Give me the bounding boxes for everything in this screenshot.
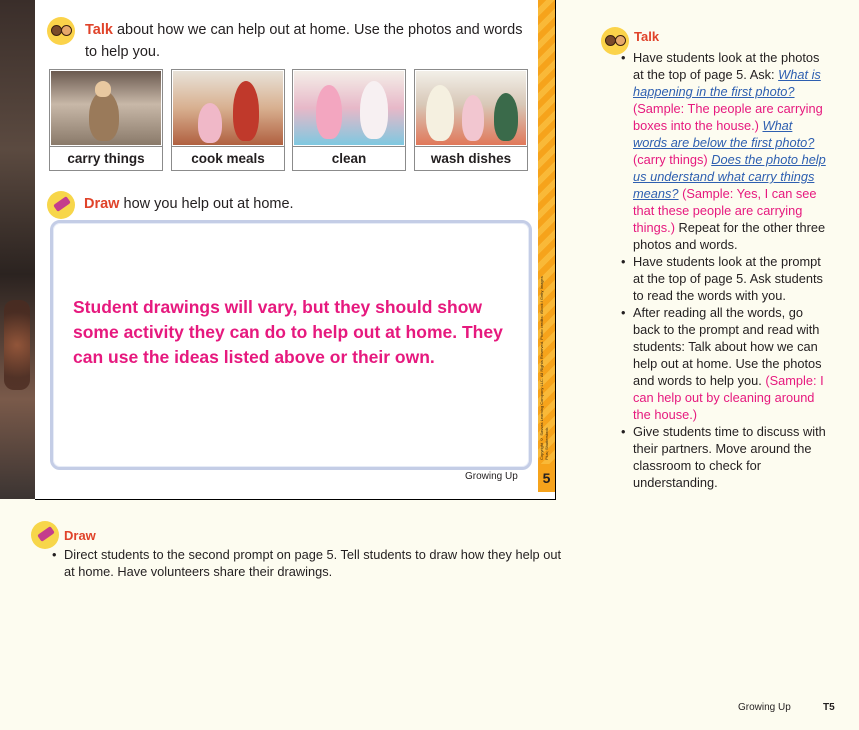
draw-prompt [84,193,294,215]
photo-caption: wash dishes [415,146,527,171]
draw-icon [47,191,75,219]
photo-clean [292,69,406,171]
sample-answer: (Sample: I can help out by cleaning around the house.) [633,373,824,422]
talk-icon [47,17,75,45]
question-text: What is happening in the first photo? [633,67,821,99]
sample-answer: (Sample: The people are carrying boxes into the house.) [633,101,823,133]
photo-caption: clean [293,146,405,171]
list-item [621,49,829,253]
wash-dishes-image [416,71,526,145]
student-page [35,0,556,500]
list-item [52,546,572,580]
talk-prompt-text: about how we can help out at home. Use the photos and words to help you. [85,22,523,60]
instruction-text: After reading all the words, go back to the prompt and read with students: Talk about how we can help out at home. Use the photos and words to help you. [633,305,822,388]
instruction-text: Repeat for the other three photos and words. [633,220,826,252]
page-footer-label: Growing Up [465,471,518,482]
teacher-draw-list [52,546,572,580]
teacher-draw-heading: Draw [64,528,96,543]
list-item [621,423,829,491]
footer-label: Growing Up [738,702,791,713]
drawing-answer: Student drawings will vary, but they should show some activity they can do to help out at home. They can use the ideas listed above or their own. [73,297,503,367]
photo-caption: cook meals [172,146,284,171]
photo-caption: carry things [50,146,162,171]
teacher-talk-heading: Talk [634,29,660,44]
photo-edge [0,0,35,499]
instruction-text: Have students look at the photos at the top of page 5. Ask: [633,50,820,82]
draw-prompt-text: how you help out at home. [123,196,294,212]
photo-cook-meals [171,69,285,171]
draw-icon [31,521,59,549]
photo-credits: Copyright © Savvas Learning Company LLC. All Rights Reserved. Photo credits: iStock / Getty Images Plus; Shutterstock. [539,276,549,460]
photo-wash-dishes [414,69,528,171]
clean-image [294,71,404,145]
list-item [621,253,829,304]
question-text: Does the photo help us understand what carry things means? [633,152,826,201]
cook-meals-image [173,71,283,145]
sample-answer: (carry things) [633,152,712,167]
carry-things-image [51,71,161,145]
list-item [621,304,829,423]
instruction-text: Have students look at the prompt at the top of page 5. Ask students to read the words with you. [633,254,823,303]
sample-answer: (Sample: Yes, I can see that these people are carrying things.) [633,186,817,235]
instruction-text: Direct students to the second prompt on page 5. Tell students to draw how they help out at home. Have volunteers share their drawings. [64,547,562,579]
talk-keyword: Talk [85,22,113,38]
page-number: 5 [538,464,555,492]
draw-keyword: Draw [84,196,120,212]
footer-page-number: T5 [823,702,835,713]
question-text: What words are below the first photo? [633,118,815,150]
talk-prompt [85,19,535,63]
teacher-talk-list [621,49,829,491]
photo-carry-things [49,69,163,171]
instruction-text: Give students time to discuss with their partners. Move around the classroom to check for understanding. [633,424,826,490]
